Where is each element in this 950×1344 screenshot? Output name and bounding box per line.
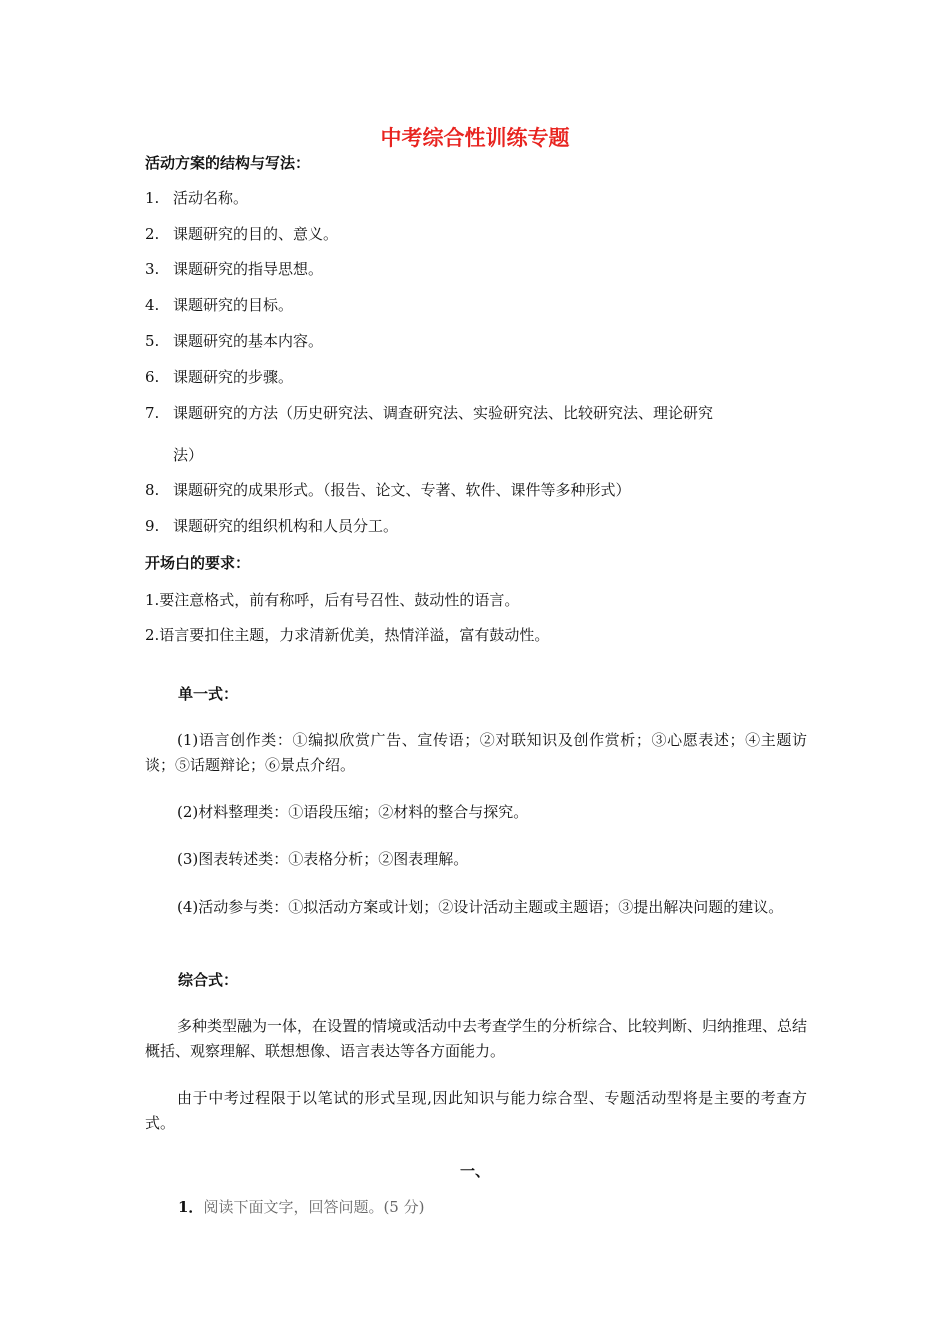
list-text: 课题研究的目标。 — [173, 296, 294, 314]
list-num: 7. — [145, 404, 160, 422]
list-num: 6. — [145, 368, 160, 386]
list-num: 9. — [145, 517, 160, 535]
list-item-continuation: 法） — [173, 446, 204, 464]
section-heading: 一、 — [459, 1162, 490, 1180]
opening-item: 2.语言要扣住主题，力求清新优美，热情洋溢，富有鼓动性。 — [145, 626, 550, 644]
composite-paragraph: 多种类型融为一体，在设置的情境或活动中去考查学生的分析综合、比较判断、归纳推理、总结概括、观察理解、联想想像、语言表达等各方面能力。 — [145, 1017, 808, 1060]
single-heading: 单一式： — [178, 685, 239, 703]
list-item — [145, 367, 293, 387]
list-text: 课题研究的组织机构和人员分工。 — [173, 517, 399, 535]
page-title: 中考综合性训练专题 — [380, 126, 570, 150]
structure-heading: 活动方案的结构与写法： — [145, 154, 311, 172]
list-item — [145, 295, 293, 315]
list-item — [145, 516, 398, 536]
single-paragraph: (4)活动参与类：①拟活动方案或计划；②设计活动主题或主题语；③提出解决问题的建议。 — [177, 898, 784, 916]
list-num: 1. — [145, 189, 160, 207]
list-num: 5. — [145, 332, 160, 350]
single-paragraph: (1)语言创作类：①编拟欣赏广告、宣传语；②对联知识及创作赏析；③心愿表述；④主题访谈；⑤话题辩论；⑥景点介绍。 — [145, 731, 807, 774]
question-num: 1． — [178, 1198, 204, 1216]
list-num: 8. — [145, 481, 160, 499]
list-text: 活动名称。 — [173, 189, 249, 207]
list-text: 课题研究的目的、意义。 — [173, 225, 339, 243]
list-text: 课题研究的方法（历史研究法、调查研究法、实验研究法、比较研究法、理论研究 — [173, 404, 714, 422]
single-paragraph: (3)图表转述类：①表格分析；②图表理解。 — [177, 850, 469, 868]
list-text: 课题研究的指导思想。 — [173, 260, 324, 278]
list-item — [145, 480, 631, 500]
list-item — [145, 331, 323, 351]
list-num: 2. — [145, 225, 160, 243]
list-text: 课题研究的成果形式。（报告、论文、专著、软件、课件等多种形式） — [173, 481, 631, 499]
list-item — [145, 188, 248, 208]
list-num: 3. — [145, 260, 160, 278]
single-paragraph: (2)材料整理类：①语段压缩；②材料的整合与探究。 — [177, 803, 529, 821]
list-item — [145, 224, 338, 244]
opening-heading: 开场白的要求： — [145, 554, 251, 572]
question-item — [178, 1196, 424, 1217]
composite-heading: 综合式： — [178, 971, 239, 989]
list-item — [145, 259, 323, 279]
opening-item: 1.要注意格式，前有称呼，后有号召性、鼓动性的语言。 — [145, 591, 520, 609]
list-num: 4. — [145, 296, 160, 314]
composite-paragraph: 由于中考过程限于以笔试的形式呈现,因此知识与能力综合型、专题活动型将是主要的考查方式。 — [145, 1089, 807, 1132]
question-text: 阅读下面文字，回答问题。(5 分) — [203, 1198, 425, 1216]
list-text: 课题研究的步骤。 — [173, 368, 294, 386]
list-text: 课题研究的基本内容。 — [173, 332, 324, 350]
list-item — [145, 403, 713, 423]
